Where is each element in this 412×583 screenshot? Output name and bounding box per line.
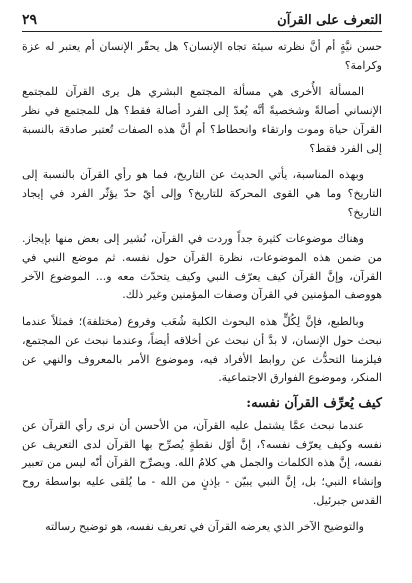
paragraph: وبالطبع، فإنَّ لِكُلٍّ هذه البحوث الكلية شُعَب وفروع (مختلفة)؛ فمثلاً عندما نبحث حول الإنسان، لا بدَّ أن نبحث عن أخلاقه أيضاً، وعندما نبحث عن المجتمع، فيلزمنا التحدُّث عن روابط الأفراد فيه، وموضوع الأمر بالمعروف والنهي عن المنكر، وموضوع الفوارق الاجتماعية.: [22, 315, 382, 385]
paragraph: وبهذه المناسبة، يأتي الحديث عن التاريخ، فما هو رأي القرآن بالنسبة إلى التاريخ؟ وما هي القوى المحركة للتاريخ؟ وإلى أيّ حدّ يؤثّر الفرد في إيجاد التاريخ؟: [22, 168, 382, 219]
section-heading: كيف يُعرِّف القرآن نفسه:: [246, 395, 382, 411]
paragraph: حسن نيَّةٍ أم أنَّ نظرته سيئة تجاه الإنسان؟ هل يحقّر الإنسان أم يعتبر له عزة وكرامة؟: [22, 40, 382, 72]
page-number: ٢٩: [22, 12, 38, 28]
paragraph: المسألة الأُخرى هي مسألة المجتمع البشري هل يرى القرآن للمجتمع الإنساني أصالةً وشخصيةً أنَّه يُعدّ إلى الفرد أصالة فقط؟ هل للمجتمع في نظر القرآن حياة وموت وارتقاء وانحطاط؟ أم أنَّ هذه الصفات تُعتبر صادقة بالنسبة إلى الفرد فقط؟: [22, 85, 382, 155]
paragraph: وهناك موضوعات كثيرة جداً وردت في القرآن، نُشير إلى بعض منها بإيجاز. من ضمن هذه الموضوعات، نظرة القرآن حول نفسه. ثم موضع النبي في القرآن، وإنَّ القرآن كيف يعرّف النبي وكيف يتحدّث معه و... الموضوع الآخر هووصف المؤمنين في القرآن وصفات المؤمنين وغير ذلك.: [22, 232, 382, 302]
paragraph: والتوضيح الآخر الذي يعرضه القرآن في تعريف نفسه، هو توضيح رسالته: [45, 520, 364, 534]
header-rule: [22, 31, 382, 32]
page-header: [22, 0, 382, 31]
paragraph: عندما نبحث عمَّا يشتمل عليه القرآن، من الأحسن أن نرى رأي القرآن عن نفسه وكيف يعرّف نفسه؟، إنَّ أوّل نقطةٍ يُصرِّح بها القرآن لدى التعريف عن نفسه، إنَّ هذه الكلمات والجمل هي كلامُ الله. ويصرِّح القرآن أنّه ليس من تعبير وإنشاء النبي؛ بل، إنَّ النبي يبيّن - بإذنٍ من الله - ما يُلقى عليه بواسطة روح القدس جبرئيل.: [22, 418, 382, 507]
running-head: التعرف على القرآن: [277, 13, 382, 28]
